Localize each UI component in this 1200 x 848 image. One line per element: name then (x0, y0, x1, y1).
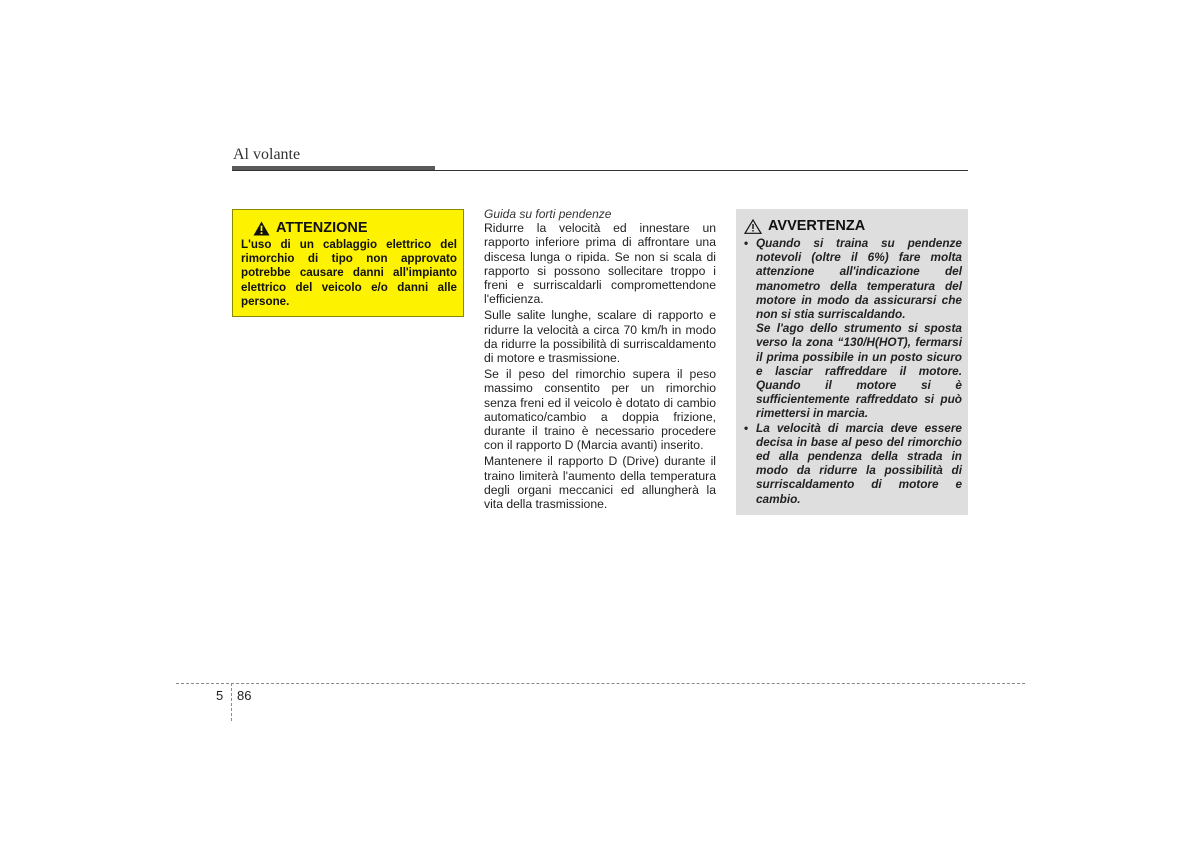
warning-triangle-icon (253, 221, 270, 236)
caution-header (253, 219, 457, 237)
paragraph-drive-gear: Mantenere il rapporto D (Drive) durante il traino limiterà l'aumento della temperatura degli organi meccanici ed allungherà la vita della trasmissione. (484, 454, 716, 512)
warning-title: AVVERTENZA (768, 218, 866, 234)
paragraph-downhill: Ridurre la velocità ed innestare un rapporto inferiore prima di affrontare una discesa lunga o ripida. Se non si scala di rapporto si possono sollecitare troppo i freni e surriscaldarli compromettendone l'efficienza. (484, 221, 716, 307)
main-column (484, 207, 716, 513)
footer-divider (231, 683, 232, 721)
paragraph-uphill: Sulle salite lunghe, scalare di rapporto e ridurre la velocità a circa 70 km/h in modo da ridurre la possibilità di surriscaldamento di motore e trasmissione. (484, 308, 716, 366)
caution-text: L'uso di un cablaggio elettrico del rimorchio di tipo non approvato potrebbe causare danni all'impianto elettrico del veicolo e/o danni alle persone. (241, 238, 457, 308)
warning-header (744, 217, 962, 235)
paragraph-trailer-weight: Se il peso del rimorchio supera il peso massimo consentito per un rimorchio senza freni ed il veicolo è dotato di cambio automatico/cambio a doppia frizione, durante il traino è necessario procedere con il rapporto D (Marcia avanti) inserito. (484, 367, 716, 453)
warning-triangle-outline-icon (744, 219, 762, 234)
warning-item-continuation: Se l'ago dello strumento si sposta verso la zona “130/H(HOT), fermarsi il prima possibile in un posto sicuro e lasciar raffreddare il motore. Quando il motore si è sufficientemente raffreddato si può rimettersi in marcia. (756, 321, 962, 421)
header-rule-thin (232, 170, 968, 171)
warning-box (736, 209, 968, 515)
footer-rule (176, 683, 1025, 684)
warning-item-speed (742, 421, 962, 506)
page-title: Al volante (233, 146, 301, 163)
chapter-number: 5 (216, 688, 224, 703)
warning-item-temperature (742, 236, 962, 421)
section-heading: Guida su forti pendenze (484, 207, 612, 221)
page-number: 86 (237, 688, 252, 703)
caution-title: ATTENZIONE (276, 220, 368, 236)
warning-item-text: Quando si traina su pendenze notevoli (oltre il 6%) fare molta attenzione all'indicazione del manometro della temperatura del motore in modo da assicurarsi che non si stia surriscaldando. (756, 236, 962, 322)
warning-list (742, 236, 962, 506)
caution-box (232, 209, 464, 317)
bullet: • (744, 236, 749, 250)
bullet: • (744, 420, 749, 435)
warning-item-text: La velocità di marcia deve essere decisa in base al peso del rimorchio ed alla pendenza della strada in modo da ridurre la possibilità di surriscaldamento di motore e cambio. (756, 420, 962, 506)
